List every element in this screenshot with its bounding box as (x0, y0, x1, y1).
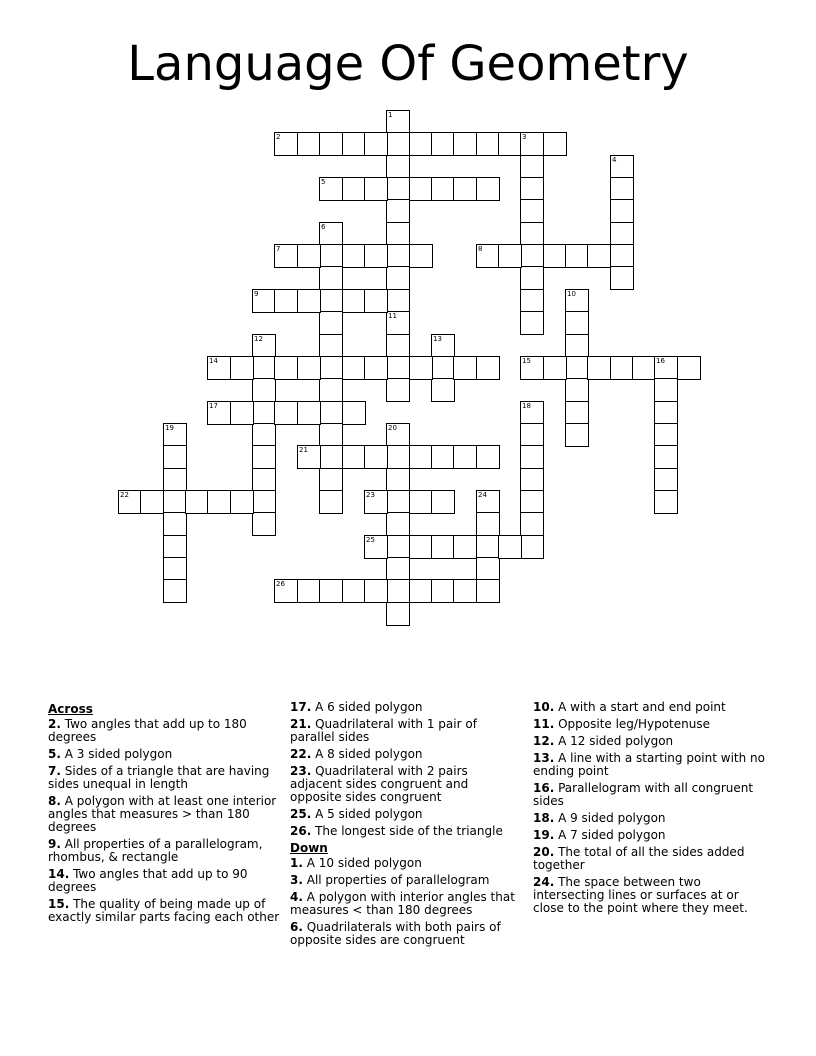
clue-number: 5 (321, 178, 326, 186)
down-clue (290, 857, 522, 870)
clue-number: 20 (388, 424, 397, 432)
grid-cell[interactable] (476, 356, 500, 380)
grid-cell[interactable] (207, 356, 231, 380)
clue-number-label: 17. (290, 700, 312, 714)
grid-cell[interactable] (230, 490, 254, 514)
grid-cell[interactable] (297, 289, 321, 313)
down-clue (533, 701, 765, 714)
grid-cell[interactable] (140, 490, 164, 514)
grid-cell[interactable] (230, 356, 254, 380)
grid-cell[interactable] (319, 445, 343, 469)
grid-cell[interactable] (520, 401, 544, 425)
grid-cell[interactable] (163, 579, 187, 603)
grid-cell[interactable] (476, 535, 500, 559)
grid-cell[interactable] (654, 445, 678, 469)
grid-cell[interactable] (543, 132, 567, 156)
grid-cell[interactable] (453, 177, 477, 201)
grid-cell[interactable] (319, 266, 343, 290)
grid-cell[interactable] (453, 535, 477, 559)
grid-cell[interactable] (565, 378, 589, 402)
grid-cell[interactable] (409, 579, 433, 603)
grid-cell[interactable] (386, 378, 410, 402)
down-heading: Down (290, 841, 328, 855)
grid-cell[interactable] (274, 579, 298, 603)
clue-number-label: 12. (533, 734, 555, 748)
grid-cell[interactable] (297, 244, 321, 268)
grid-cell[interactable] (364, 244, 388, 268)
grid-cell[interactable] (319, 423, 343, 447)
grid-cell[interactable] (520, 132, 544, 156)
grid-cell[interactable] (342, 244, 366, 268)
grid-cell[interactable] (386, 289, 410, 313)
grid-cell[interactable] (364, 535, 388, 559)
grid-cell[interactable] (319, 334, 343, 358)
grid-cell[interactable] (520, 490, 544, 514)
clue-text: Parallelogram with all congruent sides (533, 781, 754, 808)
grid-cell[interactable] (342, 445, 366, 469)
grid-cell[interactable] (252, 334, 276, 358)
grid-cell[interactable] (163, 468, 187, 492)
grid-cell[interactable] (476, 445, 500, 469)
grid-cell[interactable] (252, 468, 276, 492)
grid-cell[interactable] (453, 445, 477, 469)
clue-number: 12 (254, 335, 263, 343)
down-clue (533, 846, 765, 872)
clue-text: Opposite leg/Hypotenuse (554, 717, 710, 731)
grid-cell[interactable] (297, 132, 321, 156)
clue-text: A with a start and end point (554, 700, 726, 714)
grid-cell[interactable] (520, 468, 544, 492)
grid-cell[interactable] (654, 423, 678, 447)
grid-cell[interactable] (319, 378, 343, 402)
grid-cell[interactable] (386, 177, 410, 201)
clue-number-label: 21. (290, 717, 312, 731)
grid-cell[interactable] (364, 177, 388, 201)
grid-cell[interactable] (342, 289, 366, 313)
grid-cell[interactable] (476, 490, 500, 514)
across-clue (48, 765, 280, 791)
grid-cell[interactable] (386, 110, 410, 134)
clue-number-label: 9. (48, 837, 61, 851)
grid-cell[interactable] (431, 490, 455, 514)
clue-number-label: 20. (533, 845, 555, 859)
down-clues-part-1 (290, 857, 522, 947)
grid-cell[interactable] (654, 468, 678, 492)
clue-number-label: 3. (290, 873, 303, 887)
clues-column-2 (290, 701, 522, 951)
grid-cell[interactable] (386, 579, 410, 603)
grid-cell[interactable] (319, 177, 343, 201)
grid-cell[interactable] (520, 535, 544, 559)
grid-cell[interactable] (252, 445, 276, 469)
clue-number-label: 8. (48, 794, 61, 808)
clue-number: 21 (299, 446, 308, 454)
grid-cell[interactable] (364, 490, 388, 514)
grid-cell[interactable] (610, 177, 634, 201)
clue-text: Quadrilaterals with both pairs of opposite sides are congruent (290, 920, 501, 947)
down-clues-part-2 (533, 701, 765, 915)
grid-cell[interactable] (654, 356, 678, 380)
grid-cell[interactable] (319, 132, 343, 156)
grid-cell[interactable] (386, 222, 410, 246)
down-clue (533, 735, 765, 748)
grid-cell[interactable] (565, 356, 589, 380)
clue-number-label: 7. (48, 764, 61, 778)
clue-number-label: 22. (290, 747, 312, 761)
grid-cell[interactable] (654, 401, 678, 425)
grid-cell[interactable] (163, 512, 187, 536)
grid-cell[interactable] (386, 199, 410, 223)
grid-cell[interactable] (386, 311, 410, 335)
page-title: Language Of Geometry (127, 36, 689, 92)
grid-cell[interactable] (386, 490, 410, 514)
clue-number-label: 6. (290, 920, 303, 934)
clues-column-1 (48, 701, 280, 928)
across-clue (290, 701, 522, 714)
clue-number: 7 (276, 245, 281, 253)
clue-number: 2 (276, 133, 281, 141)
grid-cell[interactable] (163, 490, 187, 514)
clue-number-label: 2. (48, 717, 61, 731)
grid-cell[interactable] (364, 579, 388, 603)
clue-number: 4 (612, 156, 617, 164)
grid-cell[interactable] (230, 401, 254, 425)
grid-cell[interactable] (207, 401, 231, 425)
grid-cell[interactable] (565, 311, 589, 335)
across-clue (48, 838, 280, 864)
grid-cell[interactable] (319, 401, 343, 425)
clue-number-label: 1. (290, 856, 303, 870)
clue-number: 1 (388, 111, 393, 119)
grid-cell[interactable] (654, 378, 678, 402)
clue-number-label: 4. (290, 890, 303, 904)
clue-text: A 3 sided polygon (60, 747, 173, 761)
clue-number-label: 5. (48, 747, 61, 761)
grid-cell[interactable] (543, 356, 567, 380)
clue-text: A line with a starting point with no ending point (533, 751, 765, 778)
across-clue (48, 898, 280, 924)
clue-number: 3 (522, 133, 527, 141)
grid-cell[interactable] (342, 177, 366, 201)
clue-number: 9 (254, 290, 259, 298)
grid-cell[interactable] (543, 244, 567, 268)
clue-number: 13 (433, 335, 442, 343)
grid-cell[interactable] (565, 334, 589, 358)
grid-cell[interactable] (610, 266, 634, 290)
grid-cell[interactable] (431, 579, 455, 603)
down-clue (533, 829, 765, 842)
across-clue (48, 868, 280, 894)
across-clue (290, 808, 522, 821)
grid-cell[interactable] (520, 445, 544, 469)
clue-text: Quadrilateral with 1 pair of parallel sides (290, 717, 477, 744)
grid-cell[interactable] (677, 356, 701, 380)
grid-cell[interactable] (409, 490, 433, 514)
clue-number-label: 23. (290, 764, 312, 778)
grid-cell[interactable] (252, 378, 276, 402)
clue-number-label: 18. (533, 811, 555, 825)
clue-number: 15 (522, 357, 531, 365)
clue-text: A polygon with at least one interior angles that measures > than 180 degrees (48, 794, 277, 834)
down-clue (533, 876, 765, 915)
clue-text: The longest side of the triangle (311, 824, 503, 838)
grid-cell[interactable] (319, 222, 343, 246)
grid-cell[interactable] (431, 356, 455, 380)
grid-cell[interactable] (274, 401, 298, 425)
grid-cell[interactable] (252, 356, 276, 380)
across-clue (48, 718, 280, 744)
clue-number: 19 (165, 424, 174, 432)
grid-cell[interactable] (185, 490, 209, 514)
clue-text: The space between two intersecting lines or surfaces at or close to the point where they meet. (533, 875, 748, 915)
down-clue (533, 718, 765, 731)
grid-cell[interactable] (342, 401, 366, 425)
clue-number-label: 19. (533, 828, 555, 842)
clue-number-label: 11. (533, 717, 555, 731)
clue-text: A polygon with interior angles that measures < than 180 degrees (290, 890, 515, 917)
grid-cell[interactable] (610, 155, 634, 179)
clue-text: A 9 sided polygon (554, 811, 666, 825)
grid-cell[interactable] (520, 177, 544, 201)
grid-cell[interactable] (386, 334, 410, 358)
grid-cell[interactable] (364, 289, 388, 313)
grid-cell[interactable] (476, 244, 500, 268)
grid-cell[interactable] (520, 512, 544, 536)
clue-number-label: 24. (533, 875, 555, 889)
grid-cell[interactable] (163, 535, 187, 559)
grid-cell[interactable] (386, 557, 410, 581)
clue-text: The quality of being made up of exactly similar parts facing each other (48, 897, 280, 924)
grid-cell[interactable] (476, 177, 500, 201)
grid-cell[interactable] (118, 490, 142, 514)
grid-cell[interactable] (476, 132, 500, 156)
grid-cell[interactable] (274, 132, 298, 156)
grid-cell[interactable] (587, 244, 611, 268)
grid-cell[interactable] (498, 244, 522, 268)
clue-text: A 6 sided polygon (311, 700, 423, 714)
grid-cell[interactable] (431, 378, 455, 402)
down-clue (290, 921, 522, 947)
grid-cell[interactable] (409, 535, 433, 559)
grid-cell[interactable] (297, 401, 321, 425)
grid-cell[interactable] (386, 602, 410, 626)
grid-cell[interactable] (274, 356, 298, 380)
grid-cell[interactable] (431, 132, 455, 156)
clue-number: 11 (388, 312, 397, 320)
across-clue (290, 718, 522, 744)
grid-cell[interactable] (364, 132, 388, 156)
grid-cell[interactable] (364, 445, 388, 469)
grid-cell[interactable] (453, 132, 477, 156)
grid-cell[interactable] (342, 579, 366, 603)
grid-cell[interactable] (520, 222, 544, 246)
clue-number-label: 15. (48, 897, 70, 911)
down-clue (533, 812, 765, 825)
grid-cell[interactable] (319, 311, 343, 335)
grid-cell[interactable] (252, 423, 276, 447)
down-clue (290, 874, 522, 887)
grid-cell[interactable] (319, 289, 343, 313)
grid-cell[interactable] (409, 356, 433, 380)
grid-cell[interactable] (207, 490, 231, 514)
clue-number-label: 26. (290, 824, 312, 838)
clue-number-label: 25. (290, 807, 312, 821)
clue-text: Two angles that add up to 180 degrees (48, 717, 247, 744)
grid-cell[interactable] (386, 535, 410, 559)
grid-cell[interactable] (610, 199, 634, 223)
grid-cell[interactable] (386, 423, 410, 447)
grid-cell[interactable] (386, 155, 410, 179)
grid-cell[interactable] (386, 356, 410, 380)
grid-cell[interactable] (342, 356, 366, 380)
grid-cell[interactable] (319, 490, 343, 514)
grid-cell[interactable] (319, 579, 343, 603)
clue-number: 23 (366, 491, 375, 499)
grid-cell[interactable] (409, 244, 433, 268)
grid-cell[interactable] (252, 512, 276, 536)
across-heading: Across (48, 702, 93, 716)
grid-cell[interactable] (297, 579, 321, 603)
clue-number: 18 (522, 402, 531, 410)
clue-text: A 5 sided polygon (311, 807, 423, 821)
clue-text: A 12 sided polygon (554, 734, 674, 748)
grid-cell[interactable] (163, 445, 187, 469)
grid-cell[interactable] (274, 289, 298, 313)
grid-cell[interactable] (520, 311, 544, 335)
grid-cell[interactable] (654, 490, 678, 514)
down-clue (290, 891, 522, 917)
grid-cell[interactable] (409, 132, 433, 156)
clue-text: Sides of a triangle that are having sides unequal in length (48, 764, 270, 791)
grid-cell[interactable] (252, 401, 276, 425)
down-clue (533, 752, 765, 778)
grid-cell[interactable] (520, 155, 544, 179)
grid-cell[interactable] (409, 445, 433, 469)
grid-cell[interactable] (386, 132, 410, 156)
grid-cell[interactable] (409, 177, 433, 201)
clue-number: 26 (276, 580, 285, 588)
down-clue (533, 782, 765, 808)
clue-number: 14 (209, 357, 218, 365)
clue-number: 6 (321, 223, 326, 231)
grid-cell[interactable] (520, 423, 544, 447)
grid-cell[interactable] (476, 512, 500, 536)
grid-cell[interactable] (431, 334, 455, 358)
grid-cell[interactable] (274, 244, 298, 268)
grid-cell[interactable] (364, 356, 388, 380)
clue-number: 17 (209, 402, 218, 410)
across-clue (48, 748, 280, 761)
grid-cell[interactable] (431, 535, 455, 559)
grid-cell[interactable] (319, 356, 343, 380)
across-clue (290, 765, 522, 804)
grid-cell[interactable] (342, 132, 366, 156)
grid-cell[interactable] (319, 244, 343, 268)
grid-cell[interactable] (498, 535, 522, 559)
grid-cell[interactable] (297, 356, 321, 380)
clue-text: A 8 sided polygon (311, 747, 423, 761)
clue-number: 16 (656, 357, 665, 365)
grid-cell[interactable] (163, 423, 187, 447)
grid-cell[interactable] (476, 557, 500, 581)
clue-number-label: 16. (533, 781, 555, 795)
clue-text: All properties of parallelogram (302, 873, 490, 887)
clue-text: All properties of a parallelogram, rhombus, & rectangle (48, 837, 263, 864)
clue-text: Two angles that add up to 90 degrees (48, 867, 248, 894)
grid-cell[interactable] (565, 401, 589, 425)
grid-cell[interactable] (431, 445, 455, 469)
grid-cell[interactable] (453, 356, 477, 380)
grid-cell[interactable] (297, 445, 321, 469)
clue-number-label: 13. (533, 751, 555, 765)
clue-number: 8 (478, 245, 483, 253)
grid-cell[interactable] (163, 557, 187, 581)
grid-cell[interactable] (565, 289, 589, 313)
grid-cell[interactable] (386, 244, 410, 268)
grid-cell[interactable] (632, 356, 656, 380)
across-clues-part-2 (290, 701, 522, 838)
clue-number: 24 (478, 491, 487, 499)
across-clue (290, 748, 522, 761)
grid-cell[interactable] (498, 132, 522, 156)
grid-cell[interactable] (319, 468, 343, 492)
grid-cell[interactable] (431, 177, 455, 201)
grid-cell[interactable] (565, 244, 589, 268)
across-clue (48, 795, 280, 834)
grid-cell[interactable] (476, 579, 500, 603)
clue-text: Quadrilateral with 2 pairs adjacent sides congruent and opposite sides congruent (290, 764, 469, 804)
grid-cell[interactable] (587, 356, 611, 380)
clues-column-3 (533, 701, 765, 919)
clue-number-label: 10. (533, 700, 555, 714)
grid-cell[interactable] (386, 468, 410, 492)
grid-cell[interactable] (386, 445, 410, 469)
clue-text: The total of all the sides added together (533, 845, 745, 872)
clue-text: A 7 sided polygon (554, 828, 666, 842)
grid-cell[interactable] (565, 423, 589, 447)
clue-text: A 10 sided polygon (302, 856, 422, 870)
grid-cell[interactable] (252, 289, 276, 313)
across-clue (290, 825, 522, 838)
grid-cell[interactable] (520, 266, 544, 290)
grid-cell[interactable] (610, 356, 634, 380)
clue-number: 10 (567, 290, 576, 298)
grid-cell[interactable] (610, 222, 634, 246)
clue-number-label: 14. (48, 867, 70, 881)
clue-number: 22 (120, 491, 129, 499)
across-clues-part-1 (48, 718, 280, 924)
grid-cell[interactable] (520, 289, 544, 313)
grid-cell[interactable] (610, 244, 634, 268)
clue-number: 25 (366, 536, 375, 544)
grid-cell[interactable] (520, 244, 544, 268)
grid-cell[interactable] (386, 512, 410, 536)
grid-cell[interactable] (520, 356, 544, 380)
grid-cell[interactable] (386, 266, 410, 290)
grid-cell[interactable] (453, 579, 477, 603)
grid-cell[interactable] (520, 199, 544, 223)
grid-cell[interactable] (252, 490, 276, 514)
